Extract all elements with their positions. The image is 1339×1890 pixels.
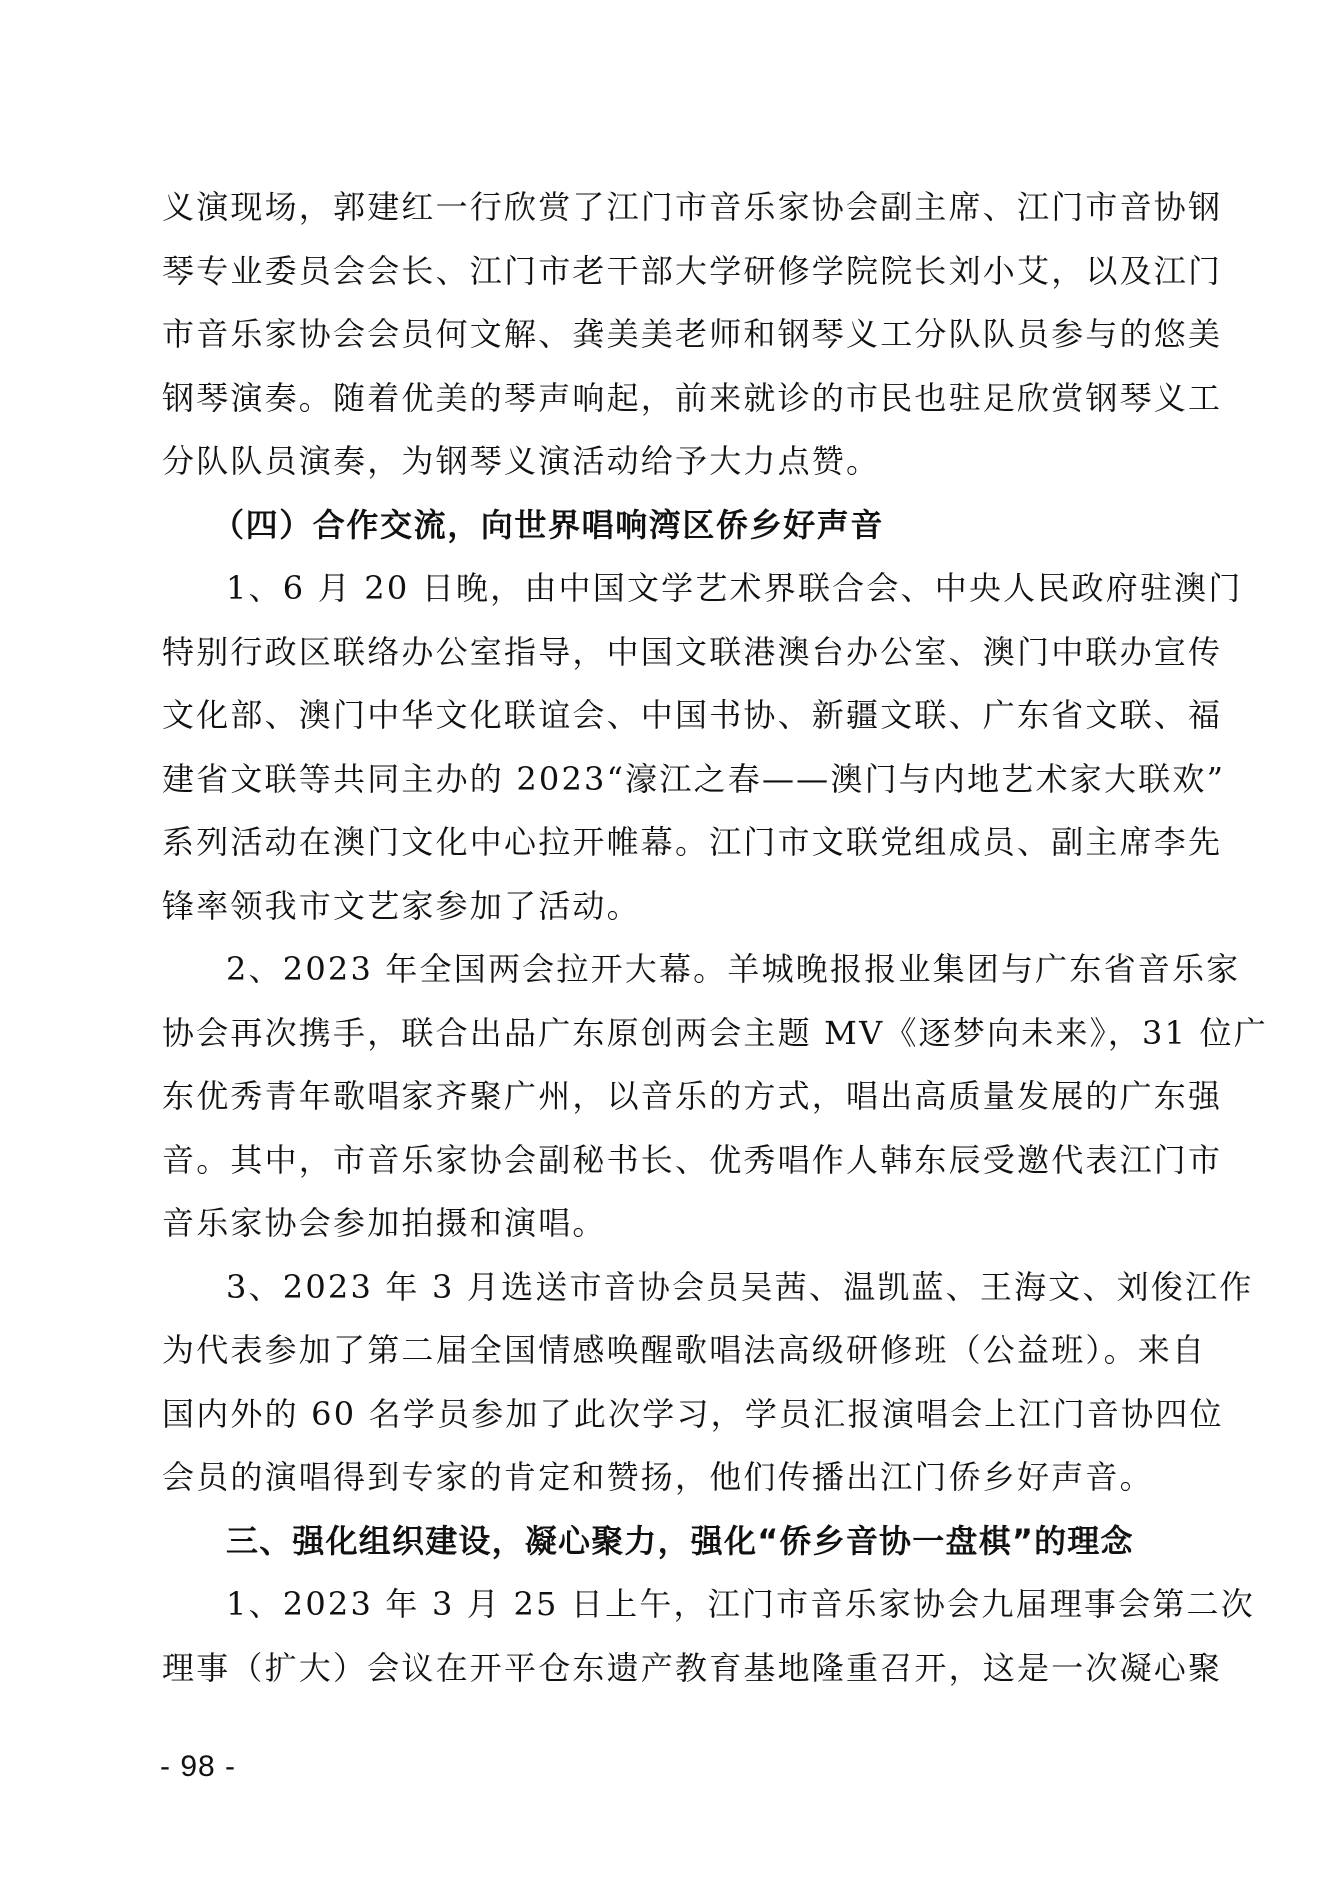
- body-text-line: 琴专业委员会会长、江门市老干部大学研修学院院长刘小艾，以及江门: [162, 251, 1223, 290]
- body-text-line: 理事（扩大）会议在开平仓东遗产教育基地隆重召开，这是一次凝心聚: [162, 1648, 1223, 1687]
- paragraph-first-line: 2、2023 年全国两会拉开大幕。羊城晚报报业集团与广东省音乐家: [226, 950, 1241, 988]
- body-text-line: 国内外的 60 名学员参加了此次学习，学员汇报演唱会上江门音协四位: [162, 1394, 1224, 1433]
- body-text-line: 义演现场，郭建红一行欣赏了江门市音乐家协会副主席、江门市音协钢: [162, 188, 1223, 226]
- body-text-line: 特别行政区联络办公室指导，中国文联港澳台办公室、澳门中联办宣传: [162, 632, 1223, 671]
- body-text-line: 为代表参加了第二届全国情感唤醒歌唱法高级研修班（公益班）。来自: [162, 1331, 1207, 1369]
- section-subheading: （四）合作交流，向世界唱响湾区侨乡好声音: [212, 505, 885, 544]
- body-text-line: 文化部、澳门中华文化联谊会、中国书协、新疆文联、广东省文联、福: [162, 696, 1223, 734]
- document-body: [162, 176, 1268, 1700]
- body-text-line: 系列活动在澳门文化中心拉开帷幕。江门市文联党组成员、副主席李先: [162, 823, 1223, 861]
- paragraph-first-line: 3、2023 年 3 月选送市音协会员吴茜、温凯蓝、王海文、刘俊江作: [226, 1267, 1254, 1306]
- body-text-line: 分队队员演奏，为钢琴义演活动给予大力点赞。: [162, 442, 881, 480]
- body-text-line: 音乐家协会参加拍摄和演唱。: [162, 1204, 607, 1242]
- body-text-line: 东优秀青年歌唱家齐聚广州，以音乐的方式，唱出高质量发展的广东强: [162, 1077, 1223, 1115]
- body-text-line: 建省文联等共同主办的 2023“濠江之春——澳门与内地艺术家大联欢”: [162, 759, 1226, 798]
- body-text-line: 钢琴演奏。随着优美的琴声响起，前来就诊的市民也驻足欣赏钢琴义工: [162, 378, 1223, 417]
- section-heading: 三、强化组织建设，凝心聚力，强化“侨乡音协一盘棋”的理念: [226, 1521, 1134, 1560]
- paragraph-first-line: 1、2023 年 3 月 25 日上午，江门市音乐家协会九届理事会第二次: [226, 1585, 1255, 1623]
- body-text-line: 锋率领我市文艺家参加了活动。: [162, 886, 641, 925]
- page-number: - 98 -: [160, 1750, 237, 1783]
- body-text-line: 会员的演唱得到专家的肯定和赞扬，他们传播出江门侨乡好声音。: [162, 1458, 1154, 1496]
- paragraph-first-line: 1、6 月 20 日晚，由中国文学艺术界联合会、中央人民政府驻澳门: [226, 569, 1243, 607]
- body-text-line: 音。其中，市音乐家协会副秘书长、优秀唱作人韩东辰受邀代表江门市: [162, 1140, 1223, 1179]
- body-text-line: 市音乐家协会会员何文解、龚美美老师和钢琴义工分队队员参与的悠美: [162, 315, 1223, 353]
- body-text-line: 协会再次携手，联合出品广东原创两会主题 MV《逐梦向未来》，31 位广: [162, 1013, 1268, 1052]
